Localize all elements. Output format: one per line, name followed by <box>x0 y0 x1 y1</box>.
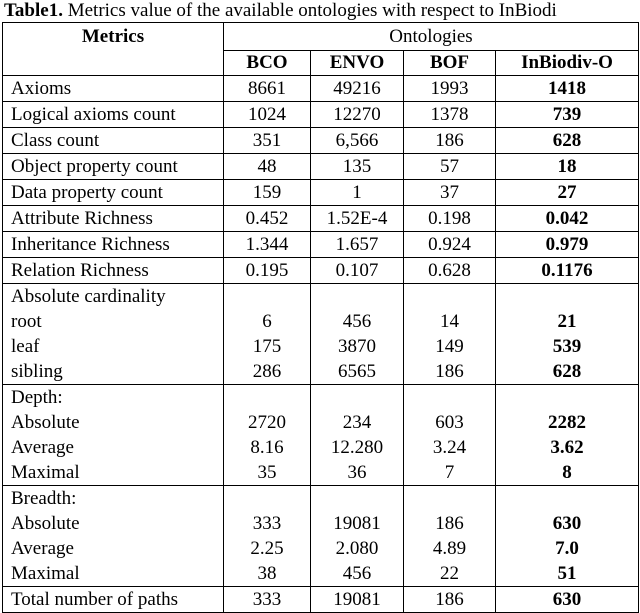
group-line-value: 2.080 <box>335 538 379 559</box>
table-row <box>3 154 639 180</box>
group-label-cell <box>3 486 224 587</box>
row-value: 739 <box>496 102 639 128</box>
header-ontologies: Ontologies <box>224 23 639 51</box>
table-row-total <box>3 587 639 613</box>
row-value: 0.452 <box>224 206 311 232</box>
group-label-cell <box>3 385 224 486</box>
row-value: 333 <box>224 587 311 613</box>
row-value: 0.924 <box>404 232 496 258</box>
group-line-value: 175 <box>252 336 282 357</box>
group-line-value: 630 <box>552 513 582 534</box>
group-line-label: Maximal <box>11 462 80 483</box>
group-spacer <box>311 284 403 309</box>
table-row-group <box>3 284 639 385</box>
group-spacer <box>311 486 403 511</box>
group-line-value: 8.16 <box>250 437 284 458</box>
table-row-group <box>3 385 639 486</box>
group-value-cell <box>224 486 311 587</box>
caption-text: Metrics value of the available ontologies with respect to InBiodi <box>62 0 557 21</box>
group-value-cell <box>224 385 311 486</box>
row-value: 49216 <box>311 76 404 102</box>
group-spacer <box>224 486 310 511</box>
row-value: 0.198 <box>404 206 496 232</box>
group-line-value: 186 <box>435 361 464 382</box>
group-line-value: 2720 <box>248 412 286 433</box>
row-value: 1024 <box>224 102 311 128</box>
group-spacer <box>496 284 638 309</box>
row-value: 0.1176 <box>496 258 639 284</box>
group-title: Breadth: <box>11 488 77 509</box>
row-value: 186 <box>404 128 496 154</box>
table-row <box>3 128 639 154</box>
group-spacer <box>404 284 495 309</box>
row-value: 1993 <box>404 76 496 102</box>
row-value: 1378 <box>404 102 496 128</box>
group-line-value: 603 <box>435 412 464 433</box>
group-title: Absolute cardinality <box>11 286 166 307</box>
row-value: 0.628 <box>404 258 496 284</box>
group-line-value: 3.62 <box>550 437 584 458</box>
group-line-value: 51 <box>557 563 577 584</box>
table-row <box>3 180 639 206</box>
row-value: 27 <box>496 180 639 206</box>
row-value: 37 <box>404 180 496 206</box>
row-value: 630 <box>496 587 639 613</box>
group-line-value: 36 <box>347 462 367 483</box>
caption-label: Table1. <box>4 0 63 21</box>
group-value-cell <box>496 284 639 385</box>
row-label: Logical axioms count <box>3 102 224 128</box>
group-line-value: 3870 <box>338 336 376 357</box>
row-value: 18 <box>496 154 639 180</box>
group-line-value: 12.280 <box>330 437 384 458</box>
column-header-bco: BCO <box>224 51 311 76</box>
group-line-label: Maximal <box>11 563 80 584</box>
row-value: 8661 <box>224 76 311 102</box>
group-title: Depth: <box>11 387 63 408</box>
group-spacer <box>224 284 310 309</box>
row-value: 6,566 <box>311 128 404 154</box>
header-metrics: Metrics <box>3 23 224 76</box>
row-value: 628 <box>496 128 639 154</box>
column-header-inbiodiv-o: InBiodiv-O <box>496 51 639 76</box>
group-line-label: leaf <box>11 336 40 357</box>
table-row <box>3 76 639 102</box>
group-label-cell <box>3 284 224 385</box>
group-value-cell <box>496 486 639 587</box>
row-value: 1.657 <box>311 232 404 258</box>
group-line-value: 3.24 <box>432 437 467 458</box>
group-line-value: 8 <box>562 462 572 483</box>
group-line-value: 456 <box>342 563 372 584</box>
row-value: 0.195 <box>224 258 311 284</box>
row-value: 0.042 <box>496 206 639 232</box>
group-line-value: 628 <box>552 361 582 382</box>
row-value: 1418 <box>496 76 639 102</box>
group-line-value: 35 <box>257 462 277 483</box>
group-value-cell <box>404 385 496 486</box>
group-value-cell <box>224 284 311 385</box>
table-row <box>3 232 639 258</box>
group-line-label: root <box>11 311 42 332</box>
row-label: Object property count <box>3 154 224 180</box>
group-line-value: 38 <box>257 563 277 584</box>
row-value: 351 <box>224 128 311 154</box>
row-value: 0.979 <box>496 232 639 258</box>
table-row-group <box>3 486 639 587</box>
column-header-envo: ENVO <box>311 51 404 76</box>
row-value: 1 <box>311 180 404 206</box>
row-value: 48 <box>224 154 311 180</box>
group-value-cell <box>311 385 404 486</box>
group-line-value: 149 <box>435 336 464 357</box>
group-line-value: 333 <box>252 513 282 534</box>
group-line-label: Average <box>11 538 74 559</box>
group-line-value: 22 <box>440 563 459 584</box>
group-line-value: 2282 <box>548 412 586 433</box>
row-value: 19081 <box>311 587 404 613</box>
table-caption <box>4 0 557 22</box>
row-value: 0.107 <box>311 258 404 284</box>
group-value-cell <box>496 385 639 486</box>
row-label: Data property count <box>3 180 224 206</box>
row-value: 1.344 <box>224 232 311 258</box>
group-line-label: Absolute <box>11 412 80 433</box>
row-value: 1.52E-4 <box>311 206 404 232</box>
group-spacer <box>404 385 495 410</box>
row-label: Attribute Richness <box>3 206 224 232</box>
group-line-value: 234 <box>342 412 372 433</box>
group-line-value: 4.89 <box>432 538 467 559</box>
group-value-cell <box>311 284 404 385</box>
row-label: Relation Richness <box>3 258 224 284</box>
group-line-value: 286 <box>252 361 282 382</box>
row-value: 12270 <box>311 102 404 128</box>
group-line-value: 14 <box>440 311 459 332</box>
group-line-value: 539 <box>552 336 582 357</box>
group-line-label: Average <box>11 437 74 458</box>
row-value: 186 <box>404 587 496 613</box>
column-header-bof: BOF <box>404 51 496 76</box>
group-value-cell <box>404 284 496 385</box>
group-line-value: 6565 <box>338 361 376 382</box>
group-value-cell <box>404 486 496 587</box>
group-line-value: 456 <box>342 311 372 332</box>
row-label: Inheritance Richness <box>3 232 224 258</box>
group-line-value: 186 <box>435 513 464 534</box>
group-line-value: 21 <box>557 311 577 332</box>
metrics-table <box>2 22 639 613</box>
table-row <box>3 258 639 284</box>
group-line-label: Absolute <box>11 513 80 534</box>
group-spacer <box>496 385 638 410</box>
row-value: 135 <box>311 154 404 180</box>
group-line-value: 7 <box>444 462 455 483</box>
simple-rows <box>3 76 639 284</box>
row-label: Class count <box>3 128 224 154</box>
group-line-value: 19081 <box>333 513 381 534</box>
table-row <box>3 102 639 128</box>
group-spacer <box>224 385 310 410</box>
group-spacer <box>496 486 638 511</box>
group-line-label: sibling <box>11 361 63 382</box>
group-spacer <box>404 486 495 511</box>
group-line-value: 6 <box>262 311 272 332</box>
group-rows <box>3 284 639 587</box>
group-line-value: 2.25 <box>250 538 284 559</box>
row-label: Total number of paths <box>3 587 224 613</box>
footer-rows <box>3 587 639 613</box>
row-label: Axioms <box>3 76 224 102</box>
group-line-value: 7.0 <box>555 538 579 559</box>
group-value-cell <box>311 486 404 587</box>
group-spacer <box>311 385 403 410</box>
row-value: 57 <box>404 154 496 180</box>
row-value: 159 <box>224 180 311 206</box>
table-row <box>3 206 639 232</box>
